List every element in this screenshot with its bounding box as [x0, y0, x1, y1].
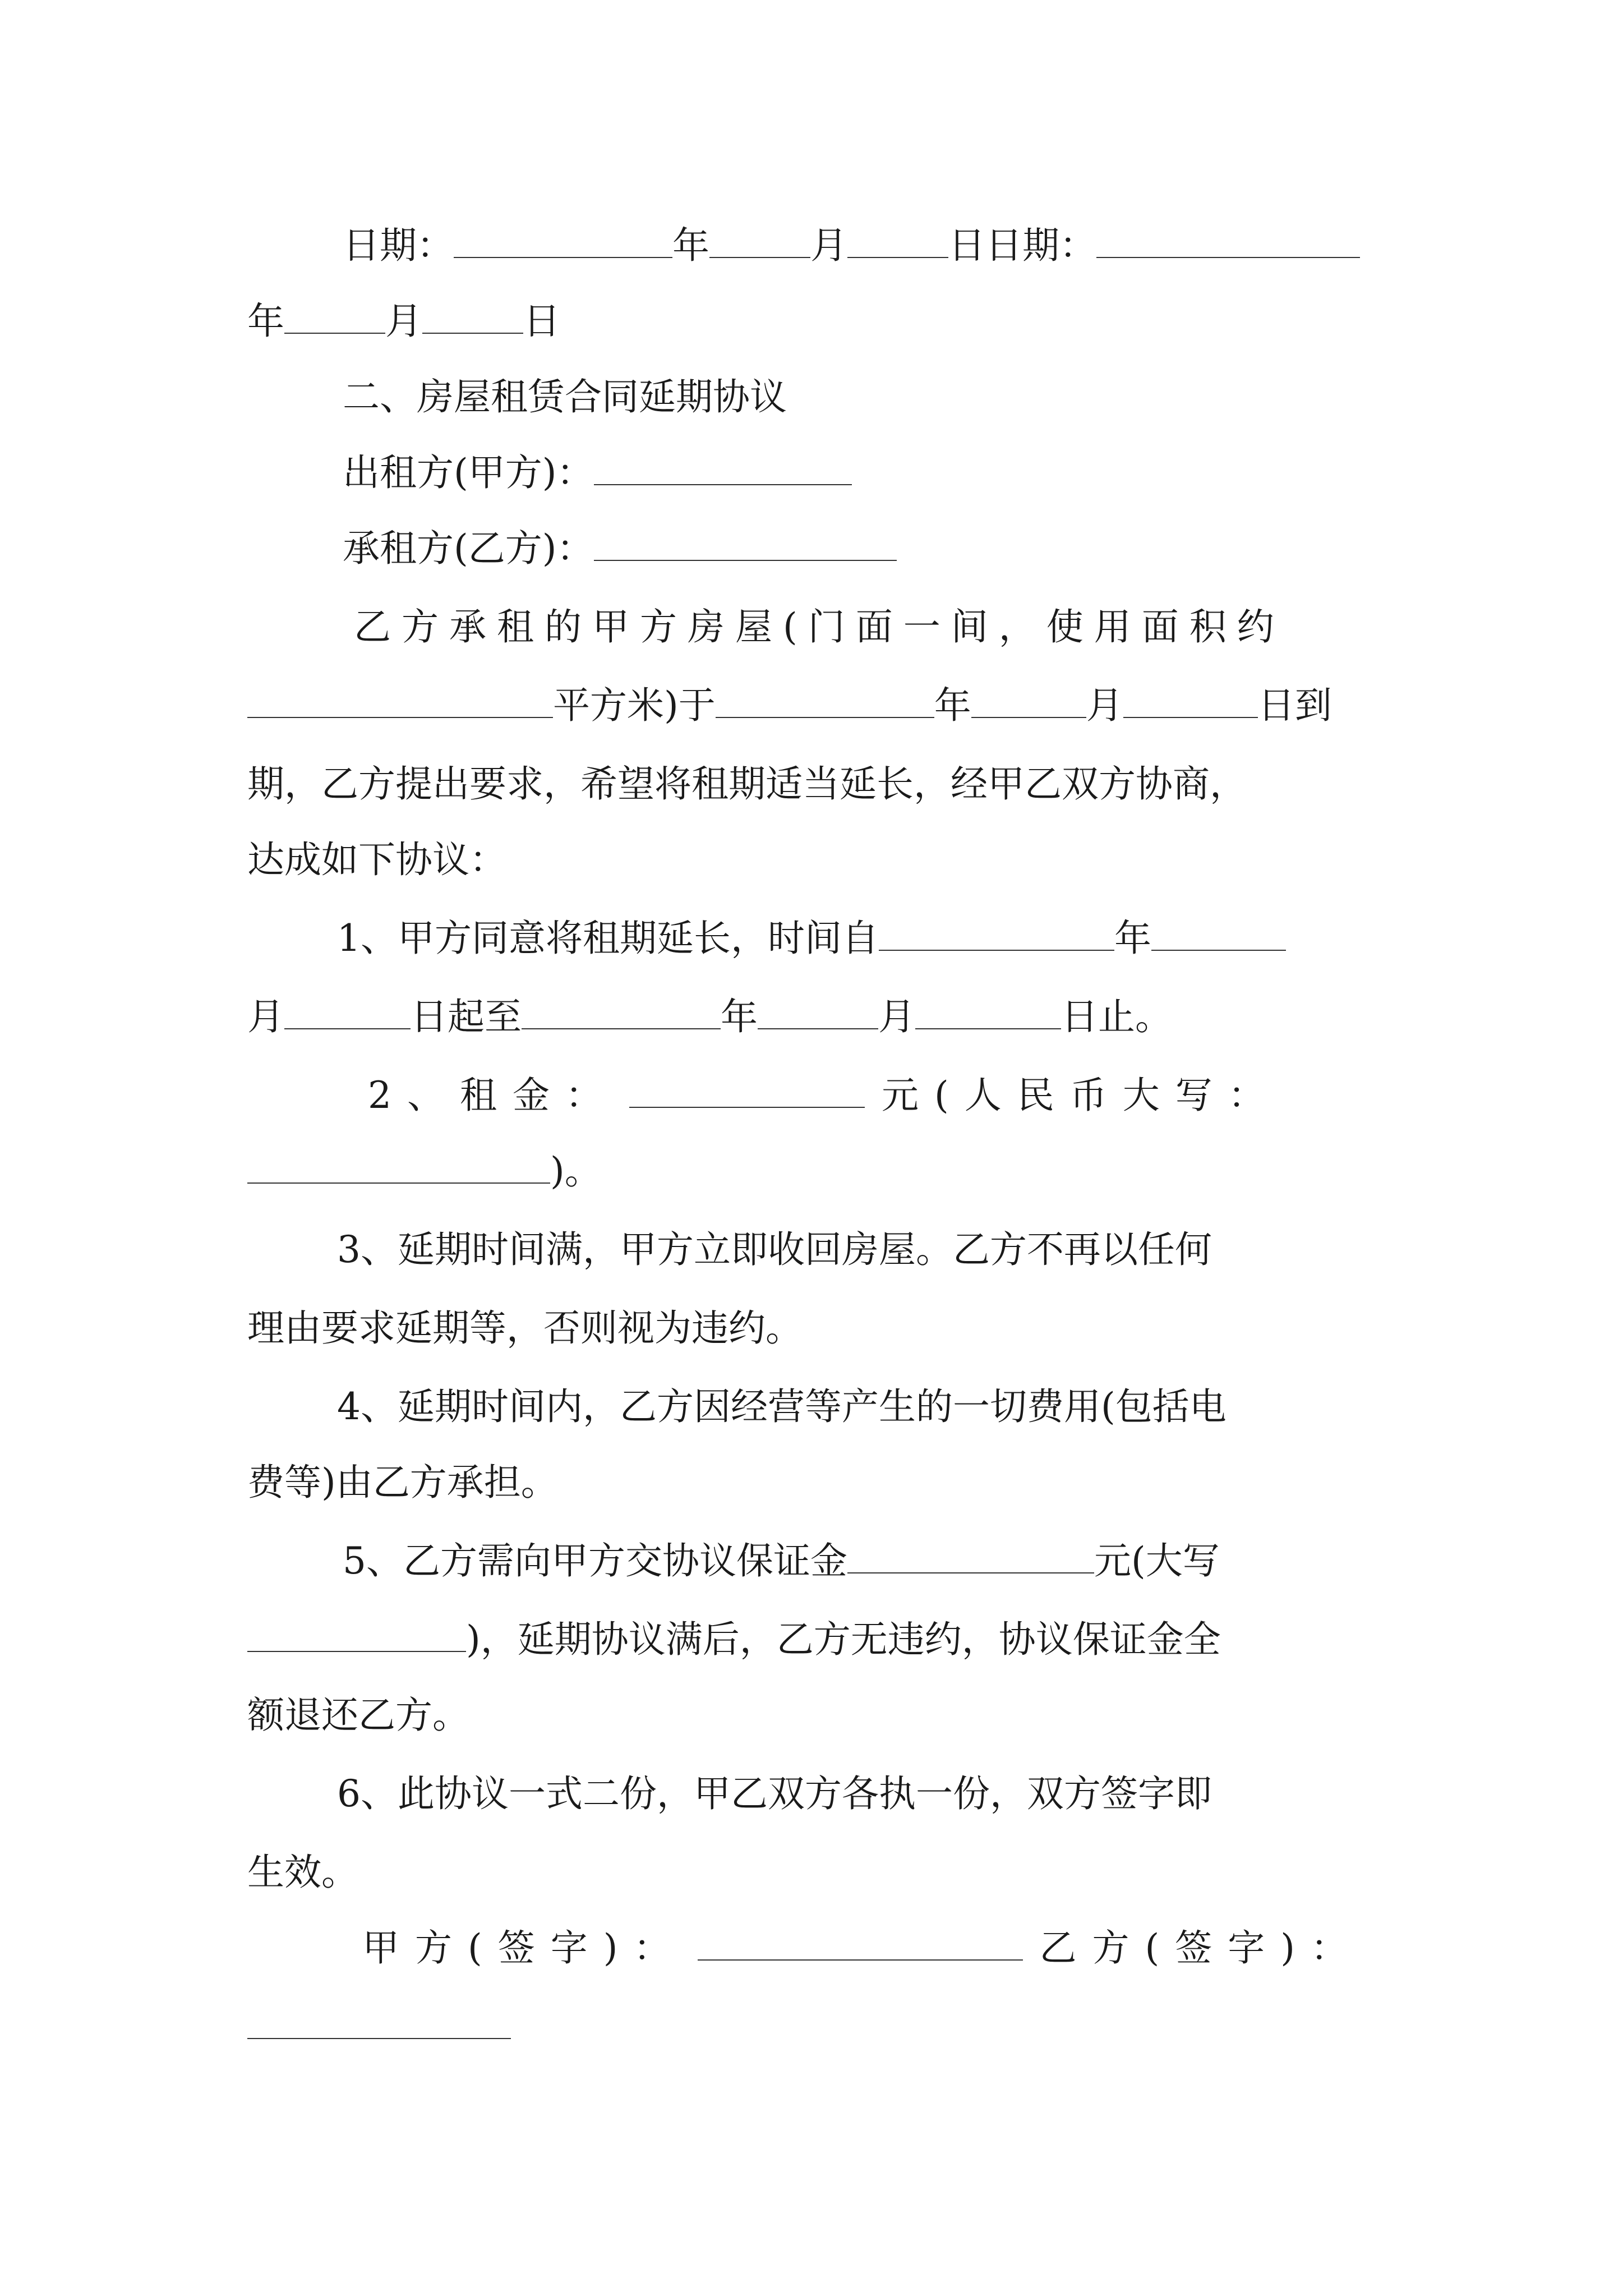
date-label: 日期： — [343, 224, 454, 267]
end-month-label: 月 — [878, 995, 915, 1038]
party-b-signature-blank — [247, 1994, 511, 2039]
start-day-blank — [284, 984, 411, 1029]
signature-line — [247, 1910, 1379, 1986]
para-1-line-1: 乙方承租的甲方房屋(门面一间，使用面积约 — [354, 605, 1285, 648]
expiry-month-blank — [971, 673, 1086, 718]
end-month-blank — [758, 984, 878, 1029]
item-4-line-1: 4、延期时间内，乙方因经营等产生的一切费用(包括电 — [337, 1385, 1227, 1428]
end-prefix-label: 日起至 — [411, 995, 522, 1038]
para-1-line-2 — [247, 668, 1379, 744]
item-4-line-2: 费等)由乙方承担。 — [247, 1461, 558, 1504]
lessee-blank — [594, 516, 897, 561]
start-month-blank — [1151, 906, 1286, 951]
item-2-line-2 — [247, 1133, 1379, 1209]
lessor-line — [247, 435, 1474, 511]
year-label-2: 年 — [247, 300, 284, 343]
end-year-blank — [522, 984, 721, 1029]
expiry-year-blank — [716, 673, 934, 718]
year-label: 年 — [672, 224, 709, 267]
blank-month — [709, 213, 810, 258]
lessee-label: 承租方(乙方)： — [343, 527, 594, 570]
day-date-label: 日日期： — [948, 224, 1096, 267]
para-1-line-3: 期，乙方提出要求，希望将租期适当延长，经甲乙双方协商， — [247, 762, 1247, 806]
start-year-label: 年 — [1114, 917, 1151, 960]
deposit-label: 5、乙方需向甲方交协议保证金 — [343, 1539, 847, 1582]
rent-words-blank — [247, 1139, 550, 1184]
party-b-signature-label: 乙方(签字)： — [1039, 1926, 1363, 1970]
deposit-unit-label: 元(大写 — [1094, 1539, 1220, 1582]
start-month-label: 月 — [247, 995, 284, 1038]
end-day-label: 日止。 — [1061, 995, 1172, 1038]
date-line-1 — [247, 208, 1379, 284]
blank-year — [454, 213, 672, 258]
blank-day-2 — [422, 289, 523, 334]
end-day-blank — [915, 984, 1061, 1029]
lessee-line — [247, 510, 1474, 587]
signature-line-2 — [247, 1989, 1379, 2065]
rent-blank — [629, 1063, 865, 1108]
item-1-line-2 — [247, 979, 1379, 1055]
expiry-day-blank — [1123, 673, 1258, 718]
section-heading: 二、房屋租赁合同延期协议 — [343, 375, 787, 418]
end-year-label: 年 — [721, 995, 758, 1038]
item-3-line-2: 理由要求延期等，否则视为违约。 — [247, 1306, 803, 1350]
expiry-day-label: 日到 — [1257, 684, 1332, 727]
day-label-2: 日 — [523, 300, 560, 343]
deposit-blank — [847, 1529, 1094, 1573]
rent-close-label: )。 — [550, 1149, 602, 1193]
item-5-line-1 — [247, 1523, 1379, 1599]
deposit-terms-text: )，延期协议满后，乙方无违约，协议保证金全 — [466, 1618, 1221, 1661]
month-label-2: 月 — [385, 300, 422, 343]
item-2-line-1 — [247, 1057, 1379, 1134]
start-year-blank — [879, 906, 1114, 951]
item-6-line-1: 6、此协议一式二份，甲乙双方各执一份，双方签字即 — [337, 1772, 1212, 1815]
area-unit-label: 平方米)于 — [553, 684, 716, 727]
deposit-words-blank — [247, 1607, 466, 1652]
lessor-blank — [594, 440, 852, 485]
party-a-signature-blank — [698, 1916, 1023, 1961]
lessor-label: 出租方(甲方)： — [343, 451, 594, 494]
item-3-line-1: 3、延期时间满，甲方立即收回房屋。乙方不再以任何 — [337, 1228, 1212, 1271]
item-1-line-1 — [247, 900, 1379, 977]
rent-unit-label: 元(人民币大写： — [882, 1074, 1281, 1117]
blank-day — [847, 213, 948, 258]
item-5-line-2 — [247, 1602, 1379, 1678]
blank-month-2 — [284, 289, 385, 334]
month-label: 月 — [810, 224, 847, 267]
blank-year-2 — [1096, 213, 1360, 258]
item-6-line-2: 生效。 — [247, 1851, 358, 1894]
expiry-year-label: 年 — [934, 684, 971, 727]
party-a-signature-label: 甲方(签字)： — [362, 1926, 686, 1970]
date-line-2 — [247, 283, 1379, 360]
para-1-line-4: 达成如下协议： — [247, 838, 506, 881]
area-blank — [247, 673, 553, 718]
item-5-line-3: 额退还乙方。 — [247, 1694, 469, 1737]
expiry-month-label: 月 — [1086, 684, 1123, 727]
item-1-text: 1、甲方同意将租期延长，时间自 — [337, 917, 879, 960]
rent-label: 2、租金： — [368, 1074, 618, 1117]
